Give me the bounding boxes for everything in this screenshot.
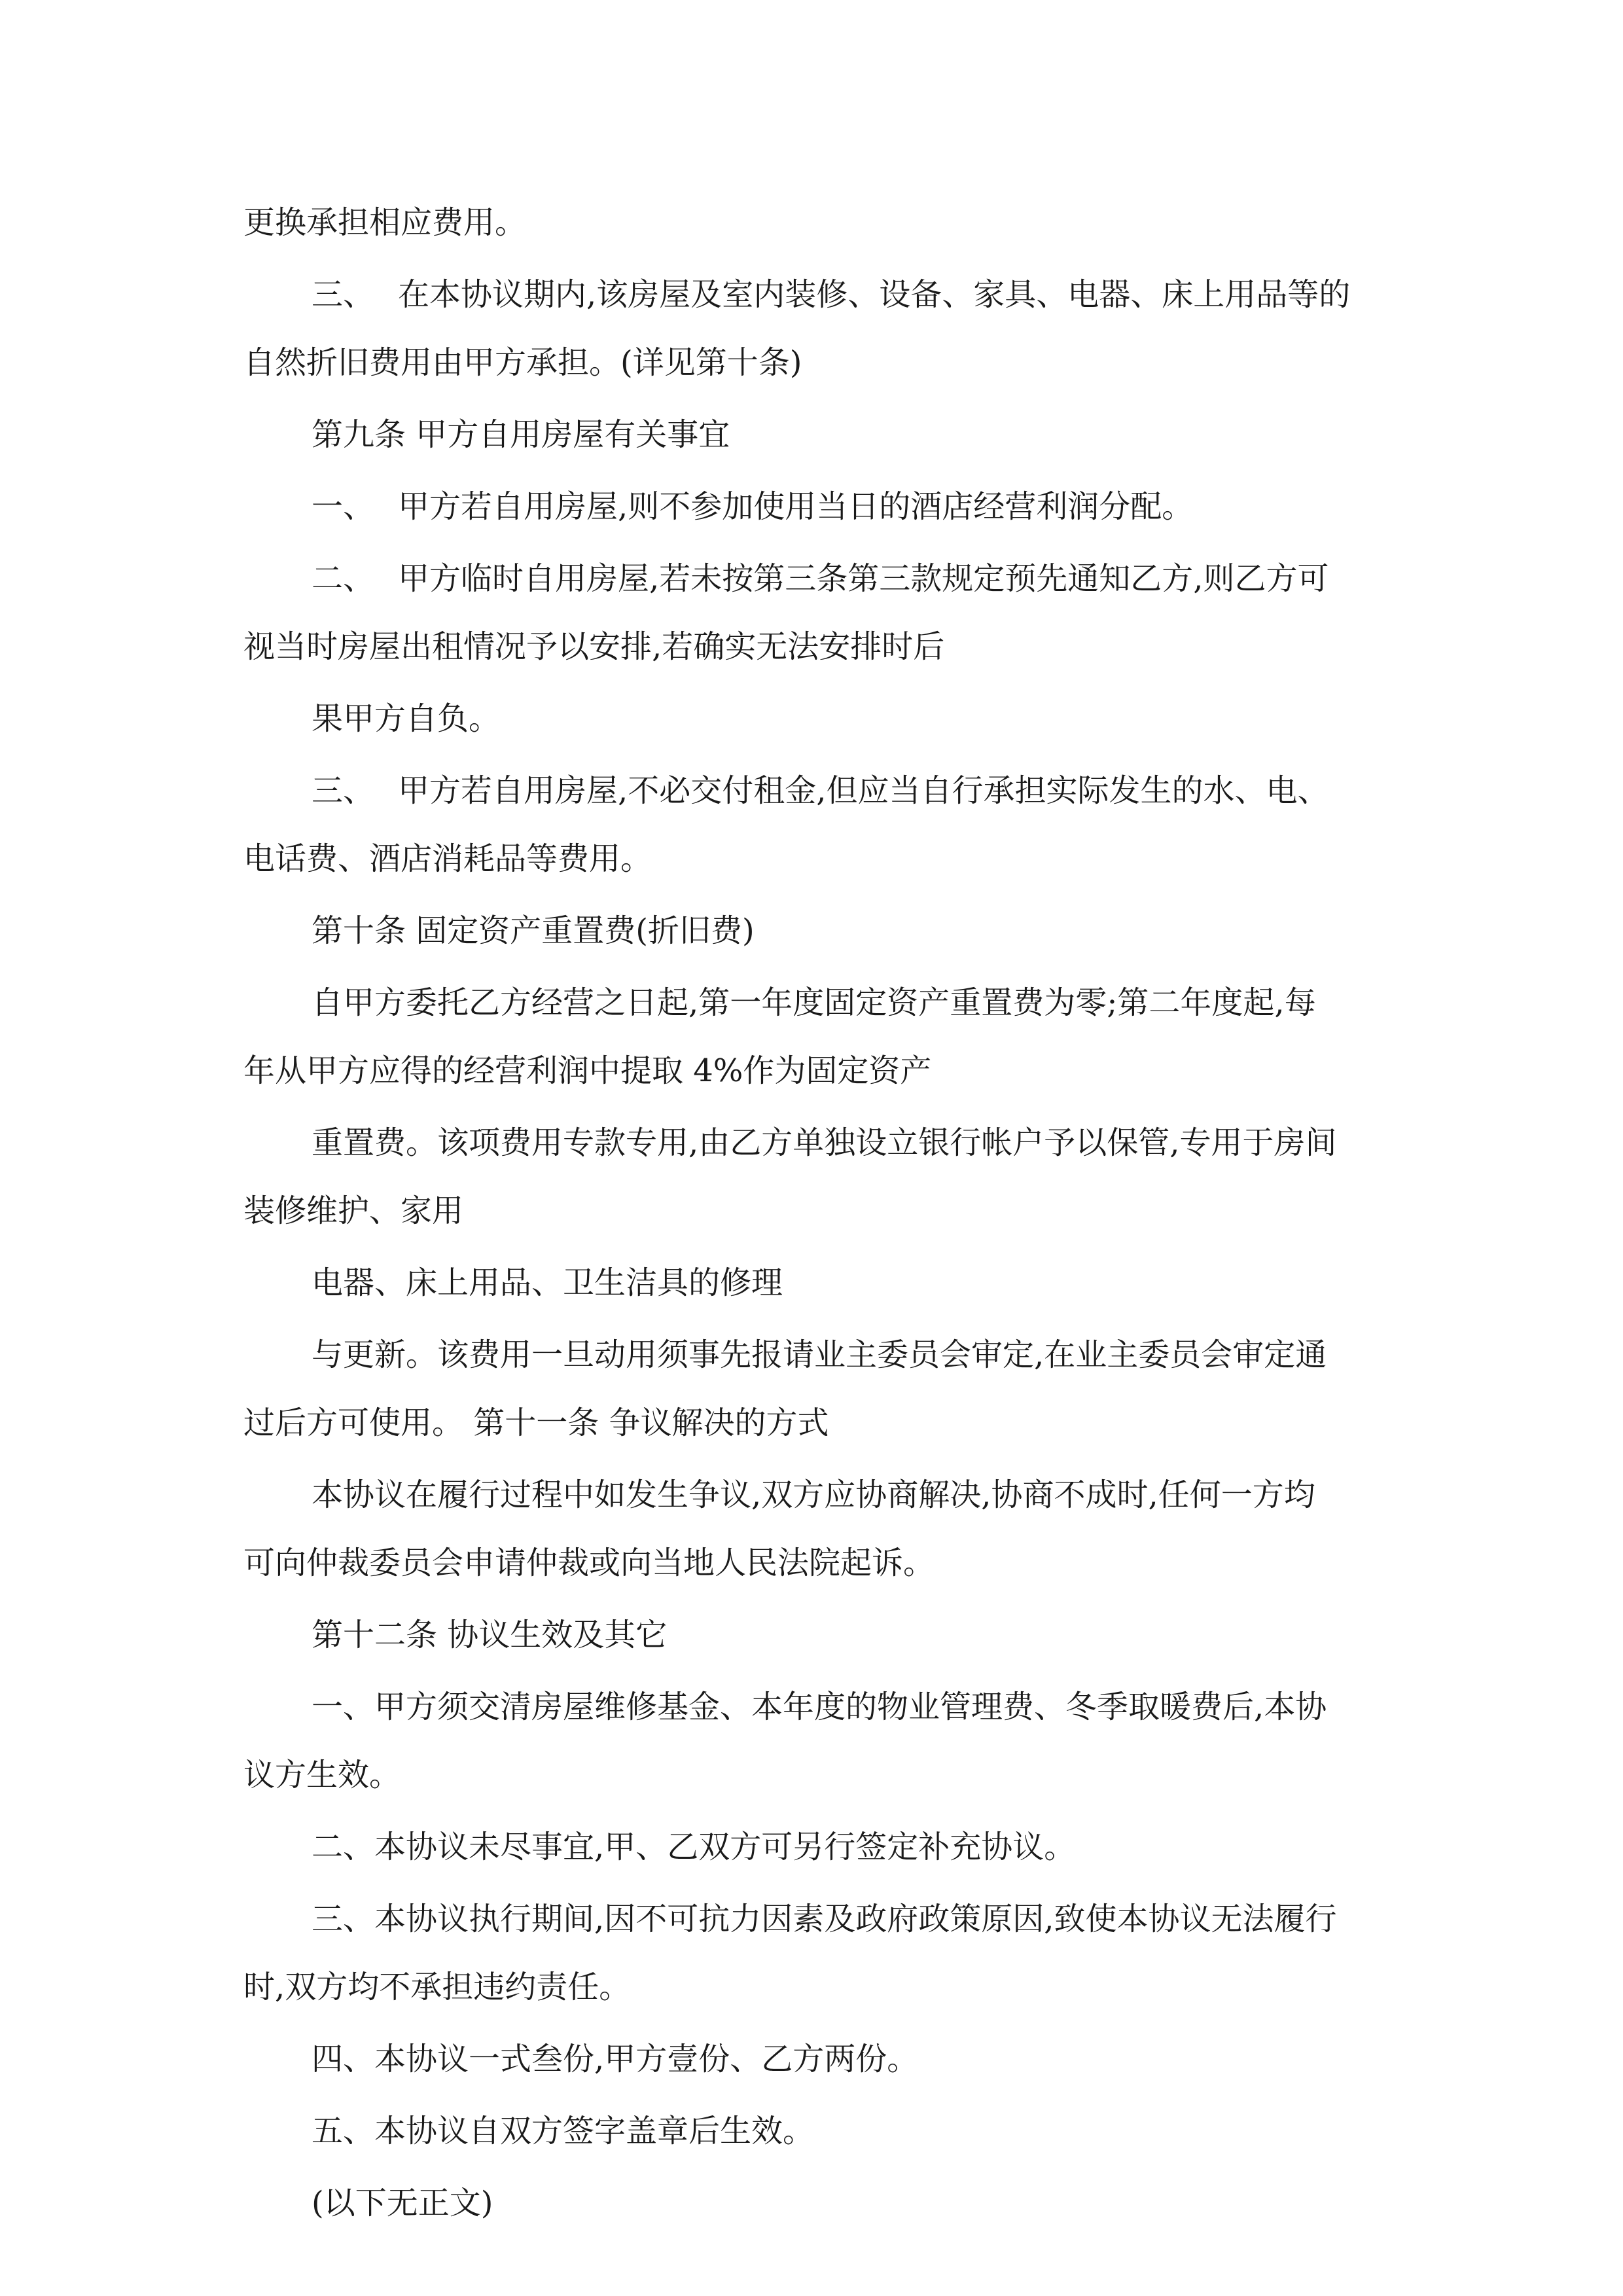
text-span: 甲方若自用房屋,则不参加使用当日的酒店经营利润分配。 bbox=[398, 488, 1194, 525]
text-span: 年从甲方应得的经营利润中提取 4%作为固定资产 bbox=[243, 1052, 932, 1089]
text-span: 更换承担相应费用。 bbox=[243, 204, 527, 241]
text-span: 与更新。该费用一旦动用须事先报请业主委员会审定,在业主委员会审定通 bbox=[312, 1336, 1327, 1373]
text-span: 视当时房屋出租情况予以安排,若确实无法安排时后 bbox=[243, 628, 945, 665]
item-marker: 三、 bbox=[312, 276, 375, 313]
text-span: 本协议在履行过程中如发生争议,双方应协商解决,协商不成时,任何一方均 bbox=[312, 1477, 1315, 1513]
text-span: 重置费。该项费用专款专用,由乙方单独设立银行帐户予以保管,专用于房间 bbox=[312, 1124, 1337, 1161]
text-span: 一、甲方须交清房屋维修基金、本年度的物业管理费、冬季取暖费后,本协 bbox=[312, 1689, 1327, 1725]
text-line bbox=[243, 1749, 401, 1801]
text-span: 五、本协议自双方签字盖章后生效。 bbox=[312, 2113, 815, 2149]
text-span: 第十二条 协议生效及其它 bbox=[312, 1617, 668, 1653]
text-line bbox=[243, 1397, 829, 1449]
text-span: 三、本协议执行期间,因不可抗力因素及政府政策原因,致使本协议无法履行 bbox=[312, 1901, 1337, 1937]
text-line bbox=[243, 833, 652, 885]
text-span: 过后方可使用。 第十一条 争议解决的方式 bbox=[243, 1405, 829, 1441]
text-span: 自甲方委托乙方经营之日起,第一年度固定资产重置费为零;第二年度起,每 bbox=[312, 984, 1316, 1021]
text-line bbox=[243, 1537, 935, 1589]
section-heading bbox=[312, 905, 755, 957]
text-line bbox=[312, 1893, 1337, 1945]
item-marker: 二、 bbox=[312, 560, 375, 597]
text-span: 在本协议期内,该房屋及室内装修、设备、家具、电器、床上用品等的 bbox=[398, 276, 1351, 313]
text-span: 议方生效。 bbox=[243, 1757, 401, 1793]
text-line bbox=[312, 2105, 814, 2157]
text-span: 时,双方均不承担违约责任。 bbox=[243, 1969, 631, 2005]
text-line bbox=[312, 552, 1329, 605]
text-span: 第十条 固定资产重置费(折旧费) bbox=[312, 912, 755, 949]
text-line bbox=[312, 268, 1350, 321]
text-line bbox=[312, 1681, 1327, 1733]
text-span: 四、本协议一式叁份,甲方壹份、乙方两份。 bbox=[312, 2041, 919, 2077]
text-line bbox=[312, 764, 1329, 817]
text-span: 自然折旧费用由甲方承担。(详见第十条) bbox=[243, 344, 802, 381]
item-marker: 一、 bbox=[312, 488, 375, 525]
text-line bbox=[312, 1117, 1337, 1169]
text-line bbox=[243, 196, 526, 249]
text-line bbox=[312, 2033, 918, 2085]
text-line bbox=[312, 1329, 1327, 1381]
text-span: 二、本协议未尽事宜,甲、乙双方可另行签定补充协议。 bbox=[312, 1829, 1076, 1865]
text-line bbox=[243, 1185, 463, 1237]
text-line bbox=[312, 1469, 1315, 1521]
text-span: 甲方若自用房屋,不必交付租金,但应当自行承担实际发生的水、电、 bbox=[398, 772, 1329, 809]
section-heading bbox=[312, 1609, 667, 1661]
text-line bbox=[312, 977, 1316, 1029]
text-span: 第九条 甲方自用房屋有关事宜 bbox=[312, 416, 730, 453]
text-line bbox=[312, 1257, 783, 1309]
section-heading bbox=[312, 408, 730, 461]
text-line bbox=[312, 692, 500, 745]
text-span: (以下无正文) bbox=[312, 2185, 493, 2221]
text-line bbox=[312, 1821, 1075, 1873]
text-span: 电话费、酒店消耗品等费用。 bbox=[243, 840, 652, 877]
text-span: 可向仲裁委员会申请仲裁或向当地人民法院起诉。 bbox=[243, 1545, 935, 1581]
text-line bbox=[243, 620, 944, 673]
text-span: 果甲方自负。 bbox=[312, 700, 501, 737]
text-line bbox=[312, 2177, 493, 2229]
text-span: 装修维护、家用 bbox=[243, 1193, 464, 1229]
text-line bbox=[243, 1045, 931, 1097]
item-marker: 三、 bbox=[312, 772, 375, 809]
text-span: 甲方临时自用房屋,若未按第三条第三款规定预先通知乙方,则乙方可 bbox=[398, 560, 1329, 597]
text-line bbox=[243, 1961, 630, 2013]
text-line bbox=[312, 480, 1193, 533]
text-line bbox=[243, 336, 802, 389]
text-span: 电器、床上用品、卫生洁具的修理 bbox=[312, 1265, 783, 1301]
